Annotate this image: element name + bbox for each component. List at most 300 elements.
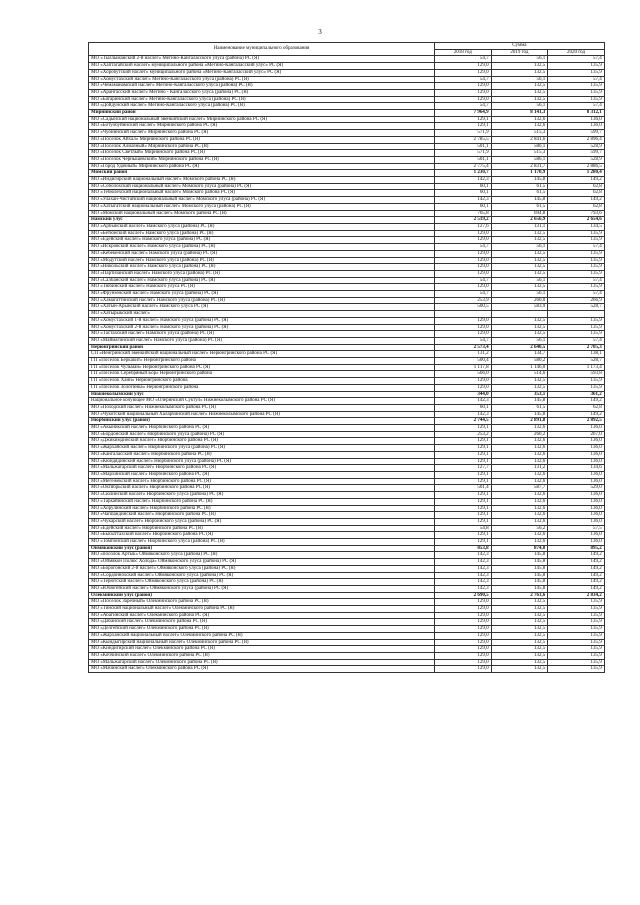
- table-row: [89, 559, 605, 566]
- table-row: [89, 438, 605, 445]
- amount-cell: 61,5: [491, 183, 548, 190]
- municipality-name-cell: МО «Фрунзенский наслег» Намского улуса (района) РС (Я): [89, 291, 435, 298]
- municipality-name-cell: МО «Модутский наслег» Намского улуса (района) РС (Я): [89, 257, 435, 264]
- municipality-name-cell: ГП «Поселок Золотинка» Нерюнгринского района: [89, 384, 435, 391]
- amount-cell: 135,9: [548, 69, 605, 76]
- municipality-name-cell: МО «Хомустахский наслег» Мегино-Кангаласского улуса (района) РС (Я): [89, 76, 435, 83]
- amount-cell: 132,6: [491, 505, 548, 512]
- amount-cell: 62,8: [548, 203, 605, 210]
- table-row: [89, 384, 605, 391]
- municipality-name-cell: МО «Ботуобуйинский наслег» Мирнинского района РС (Я): [89, 123, 435, 130]
- amount-cell: 129,1: [435, 438, 492, 445]
- municipality-name-cell: МО «Поселок Айхал» Мирнинского района РС (Я): [89, 136, 435, 143]
- amount-cell: 515,3: [491, 150, 548, 157]
- amount-cell: 129,0: [435, 599, 492, 606]
- municipality-name-cell: МО «Тюбинский наслег» Намского улуса РС (Я): [89, 284, 435, 291]
- amount-cell: 2 640,5: [491, 344, 548, 351]
- municipality-name-cell: МО «Кангаласский наслег» Нюрбинского района РС (Я): [89, 451, 435, 458]
- municipality-name-cell: МО «Коччинский наслег» Олекминского района РС (Я): [89, 652, 435, 659]
- municipality-name-cell: МО «Партизанский наслег» Намского улуса (района) РС (Я): [89, 270, 435, 277]
- amount-cell: 129,0: [435, 619, 492, 626]
- municipality-name-cell: МО «Чаппандинский наслег» Нюрбинского района РС (Я): [89, 512, 435, 519]
- table-row: [89, 518, 605, 525]
- amount-cell: 267,0: [548, 431, 605, 438]
- amount-cell: 61,5: [491, 190, 548, 197]
- amount-cell: 129,1: [435, 512, 492, 519]
- amount-cell: 54,7: [435, 277, 492, 284]
- amount-cell: 2 690,5: [435, 592, 492, 599]
- amount-cell: 132,5: [491, 317, 548, 324]
- amount-cell: 129,0: [435, 632, 492, 639]
- column-header-name: Наименование муниципального образования: [89, 43, 435, 56]
- table-row: [89, 351, 605, 358]
- municipality-name-cell: МО «Хамагаттинский наслег» Намского улуса (района) РС (Я): [89, 297, 435, 304]
- amount-cell: 136,0: [548, 445, 605, 452]
- table-row: [89, 465, 605, 472]
- amount-cell: 136,0: [548, 532, 605, 539]
- table-row: [89, 96, 605, 103]
- amount-cell: 136,0: [548, 116, 605, 123]
- amount-cell: 129,0: [435, 317, 492, 324]
- amount-cell: 129,0: [435, 230, 492, 237]
- amount-cell: 132,5: [491, 599, 548, 606]
- municipality-name-cell: МО «Бордонский наслег» Нюрбинского улуса (района) РС (Я): [89, 431, 435, 438]
- table-row: [89, 237, 605, 244]
- amount-cell: 134,5: [548, 223, 605, 230]
- amount-cell: 253,2: [435, 431, 492, 438]
- table-row: [89, 69, 605, 76]
- amount-cell: 135,9: [548, 284, 605, 291]
- amount-cell: 60,1: [435, 190, 492, 197]
- amount-cell: 145,8: [491, 411, 548, 418]
- municipality-name-cell: МО «Поселок Светлый» Мирнинского района РС (Я): [89, 150, 435, 157]
- amount-cell: 132,5: [491, 96, 548, 103]
- amount-cell: 142,3: [435, 398, 492, 405]
- table-group-row: [89, 344, 605, 351]
- table-row: [89, 431, 605, 438]
- table-row: [89, 337, 605, 344]
- amount-cell: 132,6: [491, 116, 548, 123]
- table-row: [89, 150, 605, 157]
- municipality-name-cell: СП «Иенгринский эвенкийский национальный наслег» Нерюнгринского района РС (Я): [89, 351, 435, 358]
- amount-cell: 2 834,2: [548, 592, 605, 599]
- amount-cell: 2 573,4: [435, 344, 492, 351]
- table-row: [89, 304, 605, 311]
- amount-cell: 142,3: [435, 411, 492, 418]
- municipality-name-cell: МО «Чукарский наслег» Нюрбинского улуса (района) РС (Я): [89, 518, 435, 525]
- municipality-name-cell: МО «Кындыгирский национальный наслег» Олекминского района РС (Я): [89, 639, 435, 646]
- amount-cell: 514,6: [491, 371, 548, 378]
- amount-cell: 129,1: [435, 116, 492, 123]
- amount-cell: 136,0: [548, 425, 605, 432]
- table-row: [89, 56, 605, 63]
- amount-cell: 56,2: [491, 525, 548, 532]
- amount-cell: 2 841,6: [491, 136, 548, 143]
- amount-cell: 132,5: [491, 89, 548, 96]
- amount-cell: 129,0: [435, 659, 492, 666]
- table-row: [89, 451, 605, 458]
- municipality-name-cell: МО «Тыллыманский 2-й наслег» Мегино-Кангаласского улуса (района) РС (Я): [89, 56, 435, 63]
- column-header-year: 2020 год: [548, 49, 605, 56]
- amount-cell: 57,5: [548, 525, 605, 532]
- amount-cell: 132,6: [491, 123, 548, 130]
- municipality-name-cell: Оймяконский улус (район): [89, 545, 435, 552]
- column-header-year: 2019 год: [491, 49, 548, 56]
- amount-cell: 149,2: [548, 565, 605, 572]
- amount-cell: 129,1: [435, 498, 492, 505]
- amount-cell: 2 785,5: [435, 136, 492, 143]
- table-row: [89, 652, 605, 659]
- table-row: [89, 324, 605, 331]
- column-header-year: 2018 год: [435, 49, 492, 56]
- municipality-name-cell: МО «Хорулинский наслег» Нюрбинского района РС (Я): [89, 505, 435, 512]
- table-row: [89, 492, 605, 499]
- amount-cell: 135,9: [548, 626, 605, 633]
- table-group-row: [89, 545, 605, 552]
- amount-cell: 56,1: [491, 291, 548, 298]
- amount-cell: 57,4: [548, 103, 605, 110]
- amount-cell: 500,5: [435, 304, 492, 311]
- amount-cell: 135,9: [548, 619, 605, 626]
- municipality-name-cell: МО «Город Удачный» Мирнинского района РС (Я): [89, 163, 435, 170]
- amount-cell: 56,1: [491, 76, 548, 83]
- amount-cell: 129,0: [435, 89, 492, 96]
- amount-cell: 135,9: [548, 89, 605, 96]
- amount-cell: 149,2: [548, 411, 605, 418]
- amount-cell: 132,5: [491, 646, 548, 653]
- table-row: [89, 177, 605, 184]
- table-row: [89, 572, 605, 579]
- amount-cell: 142,3: [435, 579, 492, 586]
- amount-cell: 129,0: [435, 270, 492, 277]
- amount-cell: 136,0: [548, 492, 605, 499]
- table-row: [89, 525, 605, 532]
- municipality-name-cell: МО «Дабанский наслег» Олекминского района РС (Я): [89, 619, 435, 626]
- municipality-name-cell: Олекминский улус (район): [89, 592, 435, 599]
- table-row: [89, 579, 605, 586]
- table-row: [89, 606, 605, 613]
- amount-cell: 129,1: [435, 505, 492, 512]
- amount-cell: 129,1: [435, 445, 492, 452]
- amount-cell: 580,2: [491, 358, 548, 365]
- table-row: [89, 445, 605, 452]
- amount-cell: 586,1: [491, 143, 548, 150]
- municipality-name-cell: МО «Хомустахский 1-й наслег» Намского улуса (района) РС (Я): [89, 317, 435, 324]
- amount-cell: 129,1: [435, 451, 492, 458]
- amount-cell: 57,4: [548, 244, 605, 251]
- amount-cell: 57,4: [548, 76, 605, 83]
- amount-cell: 132,5: [491, 237, 548, 244]
- table-row: [89, 277, 605, 284]
- amount-cell: 62,8: [548, 404, 605, 411]
- table-row: [89, 498, 605, 505]
- amount-cell: 129,1: [435, 518, 492, 525]
- table-row: [89, 130, 605, 137]
- amount-cell: 54,7: [435, 337, 492, 344]
- amount-cell: 129,0: [435, 237, 492, 244]
- municipality-name-cell: МО «Джикимдинский наслег» Нюрбинского района РС (Я): [89, 438, 435, 445]
- amount-cell: 145,8: [491, 585, 548, 592]
- municipality-name-cell: МО «Арангасский наслег» Мегино - Кангаласского улуса (района) РС (Я): [89, 89, 435, 96]
- table-row: [89, 257, 605, 264]
- amount-cell: 132,6: [491, 458, 548, 465]
- table-row: [89, 599, 605, 606]
- municipality-name-cell: МО «Хатырыкский наслег»: [89, 311, 435, 318]
- municipality-name-cell: МО «Терютский наслег» Оймяконского улуса (района) РС (Я): [89, 579, 435, 586]
- municipality-name-cell: МО «Чемаманамский наслег» Мегино-Кангаласского улуса (района) РС (Я): [89, 83, 435, 90]
- column-header-sum: Сумма: [435, 43, 605, 50]
- municipality-name-cell: МО «Чуонинский наслег» Мирнинского района РС (Я): [89, 130, 435, 137]
- amount-cell: 135,9: [548, 606, 605, 613]
- amount-cell: 57,4: [548, 337, 605, 344]
- table-row: [89, 626, 605, 633]
- municipality-name-cell: МО «Поселок Алмазный» Мирнинского района РС (Я): [89, 143, 435, 150]
- amount-cell: 145,8: [491, 579, 548, 586]
- amount-cell: 129,0: [435, 63, 492, 70]
- amount-cell: 132,5: [491, 270, 548, 277]
- amount-cell: 2 654,6: [548, 217, 605, 224]
- table-row: [89, 270, 605, 277]
- amount-cell: 60,1: [435, 183, 492, 190]
- municipality-name-cell: Нюрбинский улус (район): [89, 418, 435, 425]
- amount-cell: 129,0: [435, 284, 492, 291]
- amount-cell: 874,8: [491, 545, 548, 552]
- amount-cell: 134,6: [548, 465, 605, 472]
- municipality-name-cell: МО «Мальжагарский наслег» Нюрбинского района РС (Я): [89, 465, 435, 472]
- amount-cell: 145,8: [491, 177, 548, 184]
- municipality-name-cell: МО «Тастахский наслег» Намского улуса (района) РС (Я): [89, 331, 435, 338]
- municipality-name-cell: МО «Акыникский наслег» Нюрбинского района РС (Я): [89, 425, 435, 432]
- amount-cell: 528,9: [548, 156, 605, 163]
- amount-cell: 135,9: [548, 324, 605, 331]
- amount-cell: 57,4: [548, 277, 605, 284]
- municipality-name-cell: МО «Хатын-Арынский наслег» Намского улуса РС (Я): [89, 304, 435, 311]
- table-row: [89, 311, 605, 318]
- table-row: [89, 358, 605, 365]
- amount-cell: 149,2: [548, 177, 605, 184]
- amount-cell: 132,6: [491, 478, 548, 485]
- amount-cell: 142,3: [435, 559, 492, 566]
- table-row: [89, 565, 605, 572]
- municipality-name-cell: Нижнеколымский улус: [89, 391, 435, 398]
- table-row: [89, 244, 605, 251]
- amount-cell: 136,0: [548, 458, 605, 465]
- table-row: [89, 223, 605, 230]
- table-row: [89, 103, 605, 110]
- amount-cell: 132,5: [491, 619, 548, 626]
- amount-cell: 599,7: [548, 130, 605, 137]
- amount-cell: 135,9: [548, 666, 605, 673]
- amount-cell: 132,5: [491, 378, 548, 385]
- amount-cell: 586,1: [491, 156, 548, 163]
- municipality-name-cell: МО «Абагинский наслег» Олекминского района РС (Я): [89, 612, 435, 619]
- amount-cell: 129,0: [435, 626, 492, 633]
- amount-cell: 132,5: [491, 331, 548, 338]
- table-row: [89, 331, 605, 338]
- amount-cell: 135,9: [548, 331, 605, 338]
- amount-cell: 135,9: [548, 384, 605, 391]
- amount-cell: 56,1: [491, 337, 548, 344]
- amount-cell: 135,9: [548, 652, 605, 659]
- municipality-name-cell: МО «Походский наслег» Нижнеколымского района РС (Я): [89, 404, 435, 411]
- municipality-name-cell: МО «Хомустахский 2-й наслег» Намского улуса (района) РС (Я): [89, 324, 435, 331]
- amount-cell: 528,9: [548, 143, 605, 150]
- table-group-row: [89, 418, 605, 425]
- amount-cell: 853,8: [435, 545, 492, 552]
- amount-cell: 131,2: [491, 465, 548, 472]
- amount-cell: [491, 311, 548, 318]
- amount-cell: 500,4: [435, 358, 492, 365]
- amount-cell: 1 173,4: [548, 364, 605, 371]
- amount-cell: 136,0: [548, 478, 605, 485]
- municipality-name-cell: МО «Мальжагарский наслег» Олекминского района РС (Я): [89, 659, 435, 666]
- municipality-name-cell: МО «Таркайинский наслег» Нюрбинского района РС (Я): [89, 498, 435, 505]
- table-group-row: [89, 110, 605, 117]
- table-row: [89, 264, 605, 271]
- amount-cell: 129,1: [435, 532, 492, 539]
- amount-cell: 54,7: [435, 244, 492, 251]
- amount-cell: 135,9: [548, 230, 605, 237]
- amount-cell: 135,9: [548, 599, 605, 606]
- amount-cell: 136,0: [548, 451, 605, 458]
- amount-cell: 132,6: [491, 512, 548, 519]
- amount-cell: 145,8: [491, 572, 548, 579]
- amount-cell: 149,2: [548, 579, 605, 586]
- amount-cell: 266,9: [548, 297, 605, 304]
- municipality-name-cell: МО «Бысыттахский наслег» Нюрбинского района РС (Я): [89, 532, 435, 539]
- table-row: [89, 203, 605, 210]
- amount-cell: 149,2: [548, 552, 605, 559]
- amount-cell: 129,0: [435, 652, 492, 659]
- amount-cell: 54,8: [435, 525, 492, 532]
- amount-cell: 8 141,3: [491, 110, 548, 117]
- amount-cell: 129,0: [435, 264, 492, 271]
- municipality-name-cell: Намский улус: [89, 217, 435, 224]
- amount-cell: 1 117,8: [435, 364, 492, 371]
- amount-cell: 895,2: [548, 545, 605, 552]
- amount-cell: 132,5: [491, 83, 548, 90]
- amount-cell: 149,2: [548, 585, 605, 592]
- table-row: [89, 364, 605, 371]
- table-row: [89, 552, 605, 559]
- municipality-name-cell: Национальное кочующее МО «Олеринский Суктул» Нижнеколымского района РС (Я): [89, 398, 435, 405]
- table-row: [89, 83, 605, 90]
- amount-cell: 132,5: [491, 69, 548, 76]
- amount-cell: 132,6: [491, 445, 548, 452]
- amount-cell: 132,5: [491, 284, 548, 291]
- table-row: [89, 156, 605, 163]
- amount-cell: 132,6: [491, 498, 548, 505]
- amount-cell: 132,6: [491, 438, 548, 445]
- amount-cell: 353,1: [491, 391, 548, 398]
- municipality-name-cell: МО «Оймякон Полюс Холода» Оймяконского улуса (района) РС (Я): [89, 559, 435, 566]
- amount-cell: 135,9: [548, 646, 605, 653]
- municipality-name-cell: МО «Батаринский наслег» Мегино-Кангаласского улуса (района) РС (Я): [89, 96, 435, 103]
- municipality-name-cell: МО «Искровский наслег» Намского улуса (района) РС (Я): [89, 244, 435, 251]
- amount-cell: 131,1: [491, 223, 548, 230]
- amount-cell: 145,8: [491, 197, 548, 204]
- municipality-name-cell: МО «Тинский национальный наслег» Олекминского района РС (Я): [89, 606, 435, 613]
- municipality-name-cell: ГП «Поселок Серебряный Бор» Нерюнгринского района: [89, 371, 435, 378]
- municipality-name-cell: МО «Арбынский наслег» Намского улуса (района) РС (Я): [89, 223, 435, 230]
- amount-cell: 129,0: [435, 612, 492, 619]
- municipality-name-cell: МО «Ючюгейский наслег» Оймяконского улуса (района) РС (Я): [89, 585, 435, 592]
- amount-cell: 694,8: [491, 210, 548, 217]
- table-row: [89, 612, 605, 619]
- municipality-name-cell: МО «Никольский наслег» Намского улуса (района) РС (Я): [89, 264, 435, 271]
- amount-cell: 132,5: [491, 250, 548, 257]
- amount-cell: 132,5: [491, 606, 548, 613]
- amount-cell: 129,1: [435, 425, 492, 432]
- amount-cell: 132,5: [491, 659, 548, 666]
- amount-cell: 135,9: [548, 378, 605, 385]
- municipality-name-cell: МО «Делгейский наслег» Олекминского района РС (Я): [89, 626, 435, 633]
- table-row: [89, 639, 605, 646]
- amount-cell: 344,0: [435, 391, 492, 398]
- amount-cell: 149,2: [548, 398, 605, 405]
- amount-cell: 2 831,7: [491, 163, 548, 170]
- amount-cell: 135,9: [548, 612, 605, 619]
- amount-cell: 131,2: [435, 351, 492, 358]
- table-row: [89, 485, 605, 492]
- amount-cell: 2 705,3: [548, 344, 605, 351]
- municipality-name-cell: МО «Улахан-Чистайский национальный наслег» Момского улуса (района) РС (Я): [89, 197, 435, 204]
- table-row: [89, 123, 605, 130]
- table-row: [89, 505, 605, 512]
- amount-cell: 142,3: [435, 585, 492, 592]
- amount-cell: 132,5: [491, 257, 548, 264]
- municipality-name-cell: МО «Кебекенский наслег» Намского улуса (района) РС (Я): [89, 250, 435, 257]
- municipality-name-cell: МО «Салбанский наслег» Намского улуса (района) РС (Я): [89, 277, 435, 284]
- amount-cell: 129,0: [435, 250, 492, 257]
- amount-cell: 56,1: [491, 277, 548, 284]
- amount-cell: 136,0: [548, 498, 605, 505]
- table-row: [89, 425, 605, 432]
- amount-cell: 132,6: [491, 472, 548, 479]
- table-row: [89, 210, 605, 217]
- amount-cell: 145,8: [491, 398, 548, 405]
- table-row: [89, 197, 605, 204]
- amount-cell: 127,6: [435, 223, 492, 230]
- municipality-name-cell: МО «Чукотский национальный Халарчинский наслег» Нижнеколымского района РС (Я): [89, 411, 435, 418]
- amount-cell: 145,8: [491, 565, 548, 572]
- amount-cell: 61,5: [491, 203, 548, 210]
- amount-cell: 142,3: [435, 572, 492, 579]
- table-group-row: [89, 170, 605, 177]
- amount-cell: 132,5: [491, 384, 548, 391]
- table-row: [89, 666, 605, 673]
- amount-cell: 2 886,5: [548, 163, 605, 170]
- municipality-name-cell: Мирнинский район: [89, 110, 435, 117]
- municipality-name-cell: Момский район: [89, 170, 435, 177]
- amount-cell: 132,5: [491, 324, 548, 331]
- amount-cell: 528,7: [548, 304, 605, 311]
- amount-cell: 136,0: [548, 539, 605, 546]
- amount-cell: 2 891,8: [491, 418, 548, 425]
- table-row: [89, 143, 605, 150]
- municipality-name-cell: МО «Садынский национальный эвенкийский наслег» Мирнинского района РС (Я): [89, 116, 435, 123]
- amount-cell: 135,9: [548, 317, 605, 324]
- amount-cell: 136,0: [548, 438, 605, 445]
- amount-cell: 54,7: [435, 103, 492, 110]
- amount-cell: 136,0: [548, 472, 605, 479]
- amount-cell: 129,1: [435, 123, 492, 130]
- amount-cell: 2 775,4: [435, 163, 492, 170]
- amount-cell: 135,9: [548, 639, 605, 646]
- page-number: 3: [318, 28, 322, 36]
- amount-cell: 132,5: [491, 666, 548, 673]
- municipality-name-cell: МО «Киндигирский наслег» Олекминского района РС (Я): [89, 646, 435, 653]
